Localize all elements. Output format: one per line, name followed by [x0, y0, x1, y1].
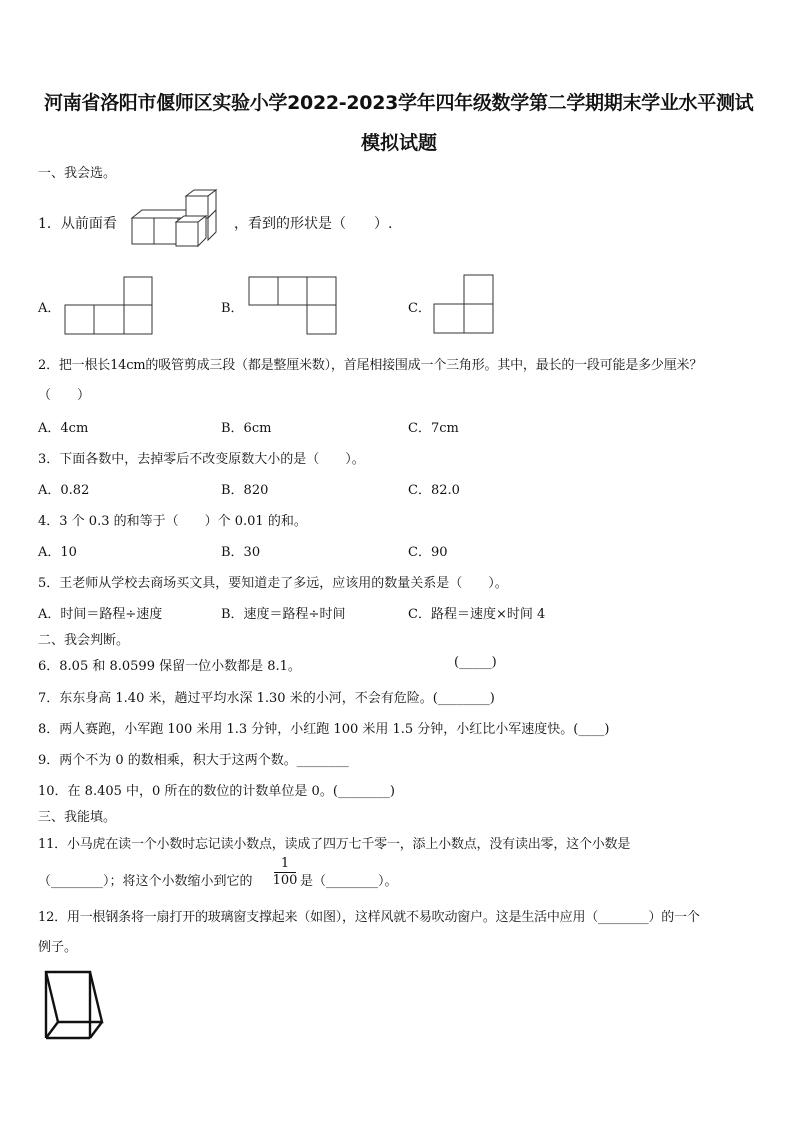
question-8-text: 8．两人赛跑，小军跑 100 米用 1.3 分钟，小红跑 100 米用 1.5 分钟，小红比小军速度快。(____) — [38, 722, 610, 737]
section-heading-1: 一、我会选。 — [38, 166, 117, 181]
option-1b-shape — [248, 276, 338, 336]
option-1c-label[interactable]: C． — [408, 301, 431, 316]
option-2a[interactable]: A．4cm — [38, 421, 89, 436]
question-5-text: 5．王老师从学校去商场买文具，要知道走了多远，应该用的数量关系是（ ）。 — [38, 576, 508, 591]
option-4b[interactable]: B．30 — [221, 545, 261, 560]
propped-window-icon — [44, 970, 104, 1040]
question-12-line2: 例子。 — [38, 940, 78, 955]
question-11-line2a: （________）；将这个小数缩小到它的 — [38, 874, 253, 889]
option-1a-label[interactable]: A． — [38, 301, 61, 316]
question-11-line2b: 是（________）。 — [300, 874, 398, 889]
option-3c[interactable]: C．82.0 — [408, 483, 460, 498]
question-1-text: 1．从前面看 — [38, 216, 117, 232]
question-6-text: 6．8.05 和 8.0599 保留一位小数都是 8.1。 — [38, 659, 301, 674]
section-heading-3: 三、我能填。 — [38, 810, 117, 825]
question-6-blank[interactable]: (_____) — [454, 655, 497, 670]
option-5b[interactable]: B．速度＝路程÷时间 — [221, 607, 346, 622]
question-4-text: 4．3 个 0.3 的和等于（ ）个 0.01 的和。 — [38, 514, 307, 529]
question-3-text: 3．下面各数中，去掉零后不改变原数大小的是（ ）。 — [38, 452, 365, 467]
option-4a[interactable]: A．10 — [38, 545, 77, 560]
option-1a-shape — [64, 276, 154, 336]
fraction-denominator: 100 — [272, 873, 298, 888]
question-2-paren: （ ） — [38, 388, 91, 403]
cube-stack-icon — [130, 188, 230, 250]
option-4c[interactable]: C．90 — [408, 545, 448, 560]
option-2c[interactable]: C．7cm — [408, 421, 459, 436]
option-1b-label[interactable]: B． — [221, 301, 244, 316]
section-heading-2: 二、我会判断。 — [38, 633, 130, 648]
question-10-text: 10．在 8.405 中，0 所在的数位的计数单位是 0。(________) — [38, 784, 395, 799]
question-2-text: 2．把一根长14cm的吸管剪成三段（都是整厘米数），首尾相接围成一个三角形。其中，最长的一段可能是多少厘米？ — [38, 358, 703, 373]
question-7-text: 7．东东身高 1.40 米，趟过平均水深 1.30 米的小河，不会有危险。(________) — [38, 691, 495, 706]
option-1c-shape — [433, 274, 495, 336]
fraction-one-hundredth — [270, 857, 300, 888]
option-3a[interactable]: A．0.82 — [38, 483, 90, 498]
option-5c[interactable]: C．路程＝速度×时间 4 — [408, 607, 546, 622]
question-12-line1: 12．用一根钢条将一扇打开的玻璃窗支撑起来（如图），这样风就不易吹动窗户。这是生活中应用（________）的一个 — [38, 910, 700, 925]
page-title-line2: 模拟试题 — [361, 132, 438, 154]
question-9-text: 9．两个不为 0 的数相乘，积大于这两个数。________ — [38, 753, 349, 768]
option-2b[interactable]: B．6cm — [221, 421, 272, 436]
fraction-numerator: 1 — [280, 856, 290, 871]
page-title: 河南省洛阳市偃师区实验小学2022-2023学年四年级数学第二学期期末学业水平测试 — [44, 92, 754, 114]
question-11-line1: 11．小马虎在读一个小数时忘记读小数点，读成了四万七千零一，添上小数点，没有读出零，这个小数是 — [38, 837, 631, 852]
option-5a[interactable]: A．时间＝路程÷速度 — [38, 607, 163, 622]
option-3b[interactable]: B．820 — [221, 483, 269, 498]
question-1-text-end: ，看到的形状是（ ）. — [234, 216, 393, 232]
